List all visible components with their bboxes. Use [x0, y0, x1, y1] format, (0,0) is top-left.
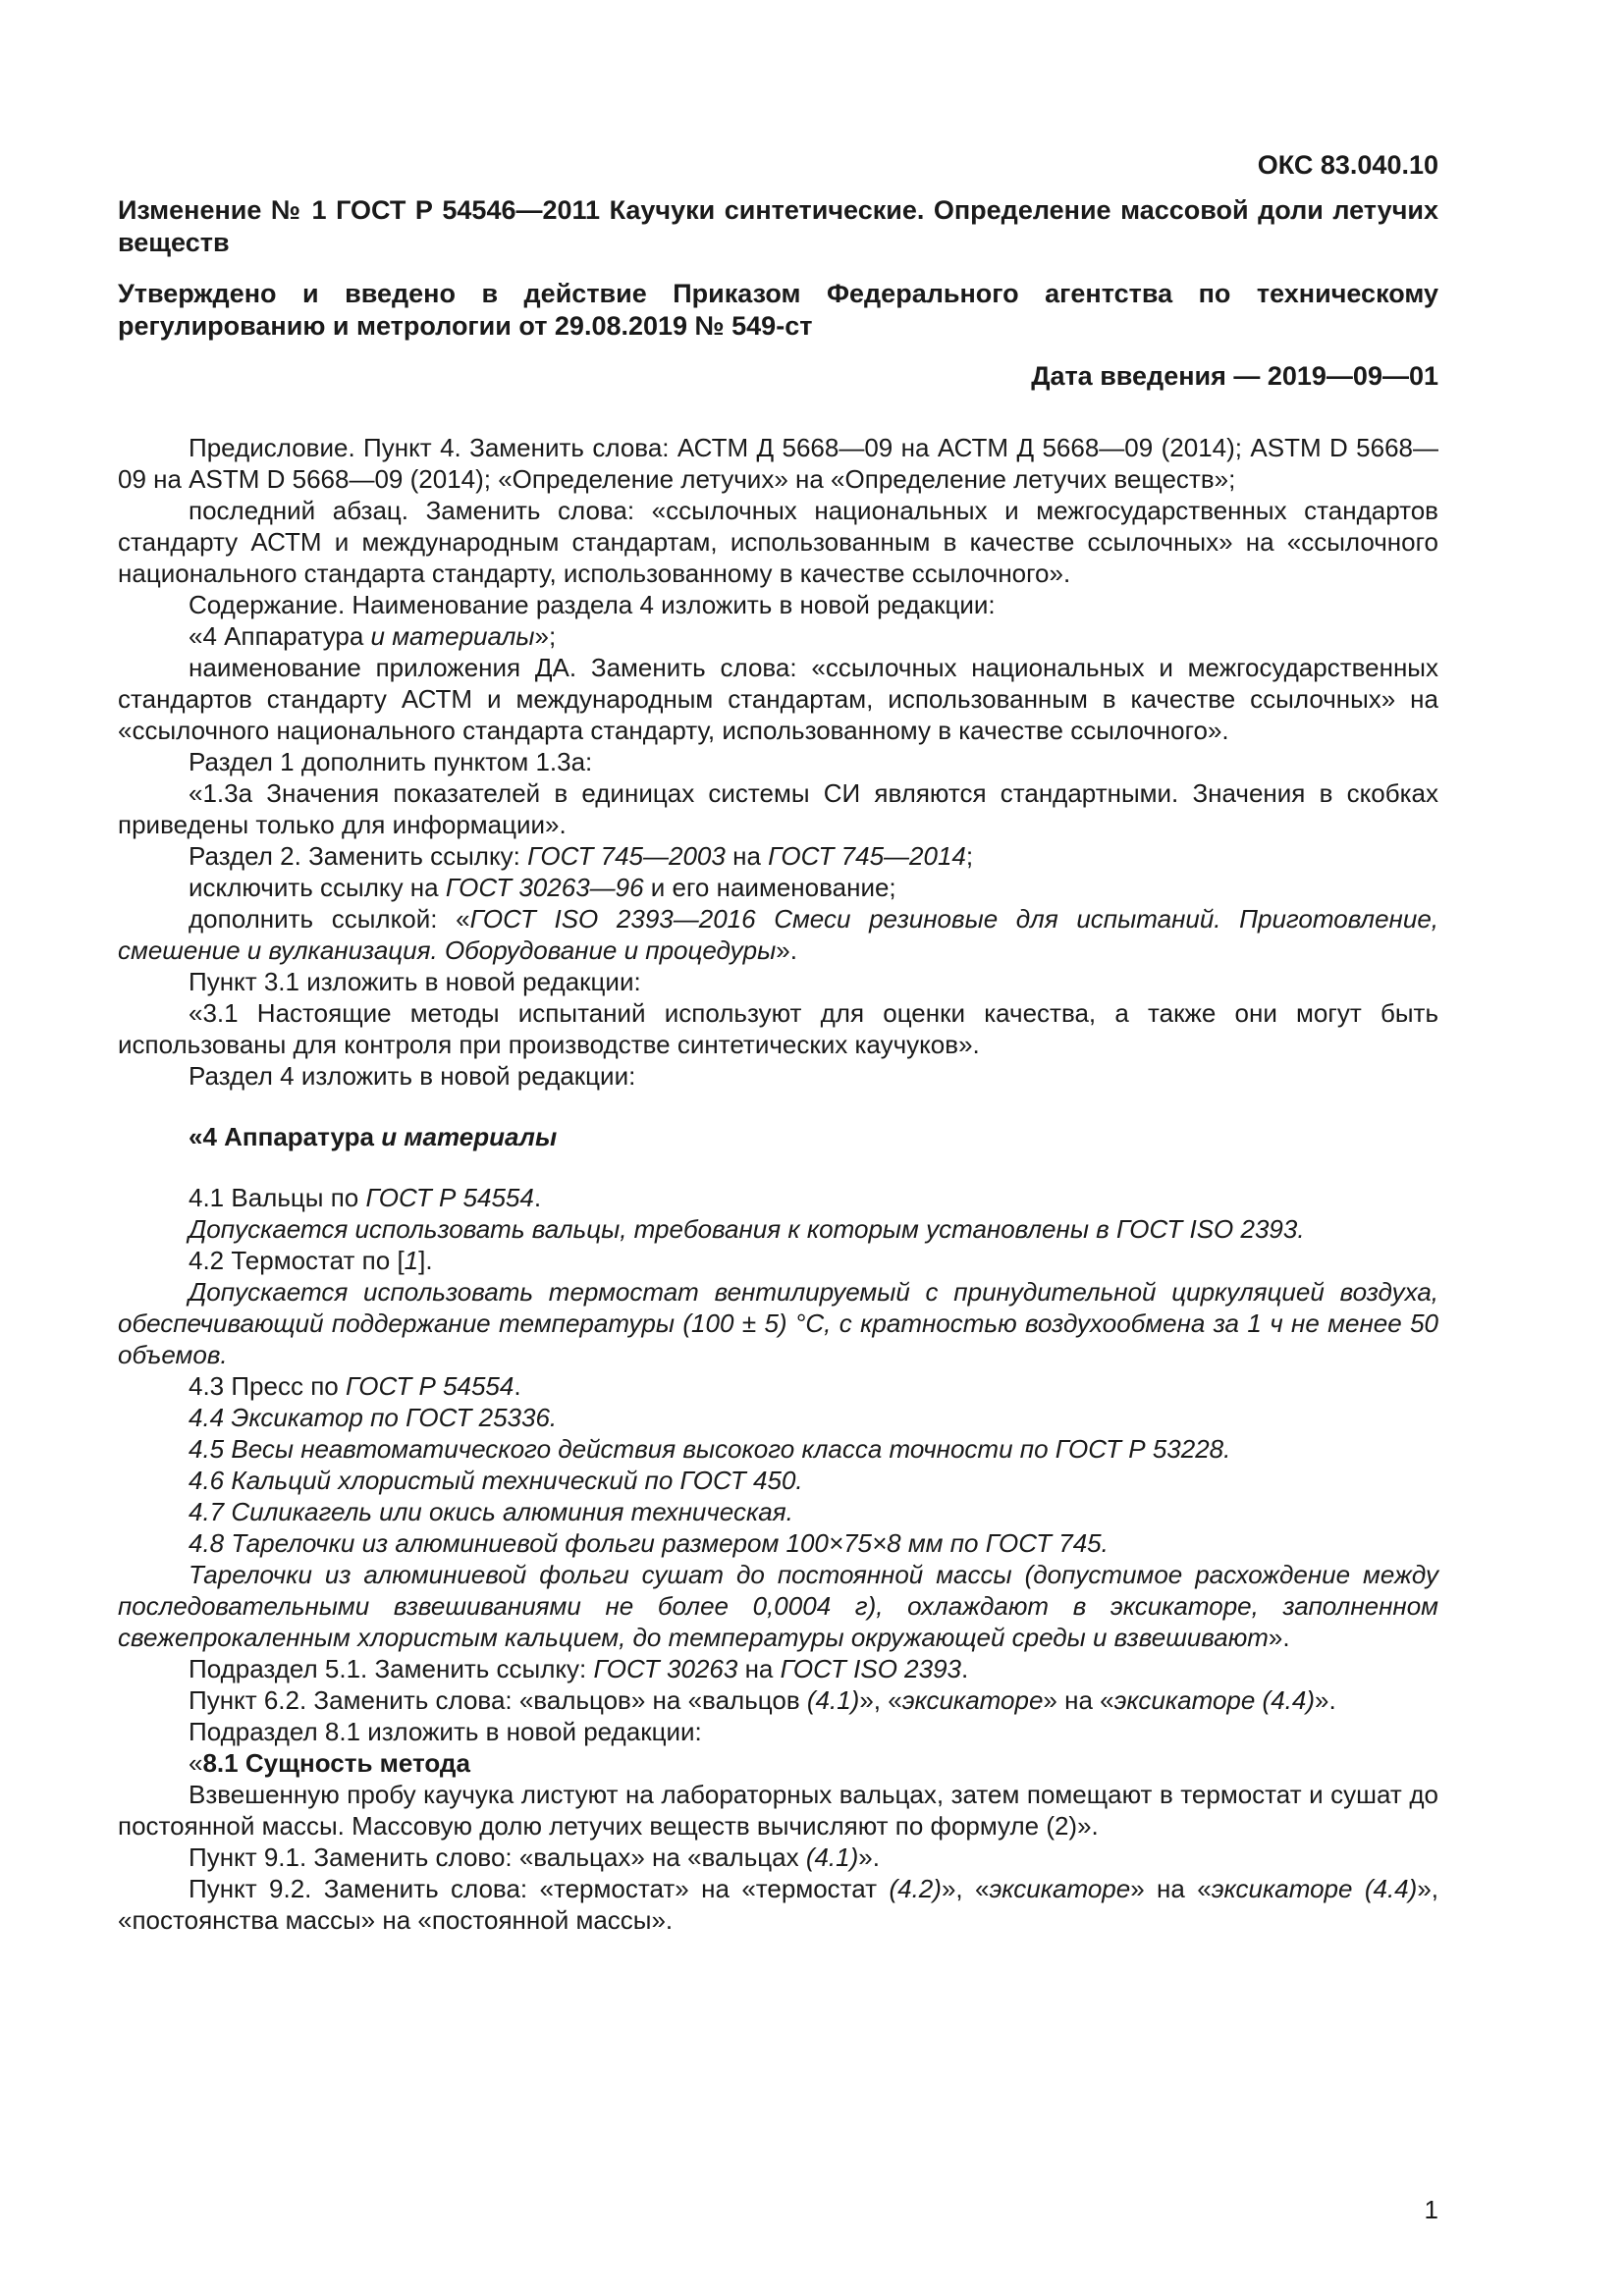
- text-run: ».: [776, 935, 797, 965]
- paragraph: [118, 840, 1438, 872]
- paragraph: [118, 777, 1438, 840]
- paragraph: [118, 1465, 1438, 1496]
- emphasis-text: ГОСТ ISO 2393—2016 Смеси резиновые для испытаний. Приготовление, смешение и вулканизация. Оборудование и процедуры: [118, 904, 1439, 965]
- text-run: Предисловие. Пункт 4. Заменить слова: АСТМ Д 5668—09 на АСТМ Д 5668—09 (2014); ASTM D 5668—09 на ASTM D 5668—09 (2014); «Определение летучих» на «Определение летучих веществ»;: [118, 433, 1438, 494]
- paragraph: [118, 966, 1438, 997]
- document-body: [118, 432, 1438, 1936]
- paragraph: [118, 1433, 1438, 1465]
- emphasis-text: 1: [404, 1246, 419, 1275]
- paragraph: [118, 432, 1438, 495]
- emphasis-text: 4.5 Весы неавтоматического действия высокого класса точности по ГОСТ Р 53228.: [189, 1434, 1231, 1464]
- text-run: Пункт 9.1. Заменить слово: «вальцах» на «вальцах: [189, 1842, 806, 1872]
- text-run: ».: [1268, 1623, 1290, 1652]
- text-run: .: [533, 1183, 542, 1212]
- text-run: », «постоянства массы» на «постоянной массы».: [118, 1874, 1438, 1935]
- emphasis-text: 4.7 Силикагель или окись алюминия техническая.: [189, 1497, 793, 1526]
- paragraph: [118, 1653, 1438, 1684]
- text-run: Раздел 4 изложить в новой редакции:: [189, 1061, 636, 1091]
- text-run: 4.1 Вальцы по: [189, 1183, 366, 1212]
- section-4-content: [118, 1182, 1438, 1747]
- paragraph: [118, 1842, 1438, 1873]
- final-changes: [118, 1779, 1438, 1936]
- okc-code: ОКС 83.040.10: [1257, 150, 1438, 180]
- text-run: исключить ссылку на: [189, 873, 446, 902]
- text-run: ;: [965, 841, 974, 871]
- approval-statement: Утверждено и введено в действие Приказом Федерального агентства по техническому регулированию и метрологии от 29.08.2019 № 549-ст: [118, 279, 1438, 341]
- text-run: » на «: [1043, 1685, 1114, 1715]
- text-run: .: [960, 1654, 969, 1683]
- emphasis-text: эксикаторе: [989, 1874, 1131, 1903]
- emphasis-text: Допускается использовать термостат вентилируемый с принудительной циркуляцией воздуха, обеспечивающий поддержание температуры (100 ± 5) °С, с кратностью воздухообмена за 1 ч не менее 50 объемов.: [118, 1277, 1438, 1369]
- emphasis-text: 4.6 Кальций хлористый технический по ГОСТ 450.: [189, 1466, 803, 1495]
- paragraph: [118, 872, 1438, 903]
- text-run: «4 Аппаратура: [189, 1122, 382, 1151]
- emphasis-text: (4.1): [806, 1685, 860, 1715]
- section-8-1-heading: [118, 1747, 1438, 1779]
- document-page: [118, 0, 1438, 2296]
- emphasis-text: эксикаторе: [901, 1685, 1044, 1715]
- paragraph: [118, 903, 1438, 966]
- paragraph: [118, 620, 1438, 652]
- text-run: и его наименование;: [643, 873, 896, 902]
- emphasis-text: (4.2): [889, 1874, 942, 1903]
- paragraph: [118, 1559, 1438, 1653]
- preface-changes: [118, 432, 1438, 1092]
- paragraph: [118, 1779, 1438, 1842]
- section-4-heading: [118, 1121, 1438, 1152]
- paragraph: [118, 997, 1438, 1060]
- text-run: Раздел 2. Заменить ссылку:: [189, 841, 528, 871]
- text-run: Содержание. Наименование раздела 4 изложить в новой редакции:: [189, 590, 996, 619]
- text-run: на: [737, 1654, 781, 1683]
- emphasis-text: 4.4 Эксикатор по ГОСТ 25336.: [189, 1403, 558, 1432]
- text-run: дополнить ссылкой: «: [189, 904, 470, 934]
- spacer: [118, 1092, 1438, 1121]
- text-run: Пункт 6.2. Заменить слова: «вальцов» на «вальцов: [189, 1685, 807, 1715]
- text-run: 4.3 Пресс по: [189, 1371, 346, 1401]
- emphasis-text: ГОСТ Р 54554: [345, 1371, 514, 1401]
- text-run: Взвешенную пробу каучука листуют на лабораторных вальцах, затем помещают в термостат и сушат до постоянной массы. Массовую долю летучих веществ вычисляют по формуле (2)».: [118, 1780, 1438, 1841]
- text-run: Раздел 1 дополнить пунктом 1.3а:: [189, 747, 593, 776]
- text-run: ].: [418, 1246, 433, 1275]
- text-run: », «: [859, 1685, 902, 1715]
- text-run: .: [514, 1371, 521, 1401]
- text-run: ».: [1315, 1685, 1336, 1715]
- paragraph: [118, 1527, 1438, 1559]
- paragraph: [118, 1182, 1438, 1213]
- text-run: » на «: [1130, 1874, 1212, 1903]
- paragraph: [118, 1402, 1438, 1433]
- paragraph: [118, 589, 1438, 620]
- paragraph: [118, 1370, 1438, 1402]
- text-run: «1.3а Значения показателей в единицах системы СИ являются стандартными. Значения в скобках приведены только для информации».: [118, 778, 1438, 839]
- emphasis-text: эксикаторе (4.4): [1211, 1874, 1418, 1903]
- paragraph: [118, 1716, 1438, 1747]
- emphasis-text: (4.1): [805, 1842, 859, 1872]
- paragraph: [118, 652, 1438, 746]
- text-run: Пункт 9.2. Заменить слова: «термостат» на «термостат: [189, 1874, 890, 1903]
- emphasis-text: ГОСТ 745—2014: [768, 841, 966, 871]
- text-run: Подраздел 5.1. Заменить ссылку:: [189, 1654, 594, 1683]
- text-run: Пункт 3.1 изложить в новой редакции:: [189, 967, 641, 996]
- text-run: 4.2 Термостат по [: [189, 1246, 405, 1275]
- emphasis-text: 4.8 Тарелочки из алюминиевой фольги размером 100×75×8 мм по ГОСТ 745.: [189, 1528, 1109, 1558]
- paragraph: [118, 1684, 1438, 1716]
- page-number: 1: [1424, 2195, 1438, 2224]
- text-run: », «: [941, 1874, 990, 1903]
- paragraph: [118, 1060, 1438, 1092]
- paragraph: [118, 1276, 1438, 1370]
- emphasis-text: и материалы: [370, 621, 535, 651]
- emphasis-text: ГОСТ 745—2003: [527, 841, 726, 871]
- text-run: на: [725, 841, 769, 871]
- paragraph: [118, 1873, 1438, 1936]
- text-run: последний абзац. Заменить слова: «ссылочных национальных и межгосударственных стандартов стандарту АСТМ и международным стандартам, использованным в качестве ссылочных» на «ссылочного национального стандарта стандарту, использованному в качестве ссылочного».: [118, 496, 1438, 588]
- text-run: «3.1 Настоящие методы испытаний используют для оценки качества, а также они могут быть использованы для контроля при производстве синтетических каучуков».: [118, 998, 1438, 1059]
- emphasis-text: ГОСТ ISO 2393: [780, 1654, 961, 1683]
- emphasis-text: Допускается использовать вальцы, требования к которым установлены в ГОСТ ISO 2393.: [189, 1214, 1305, 1244]
- emphasis-text: 8.1 Сущность метода: [202, 1748, 470, 1778]
- text-run: «: [189, 1748, 203, 1778]
- text-run: наименование приложения ДА. Заменить слова: «ссылочных национальных и межгосударственных стандартов стандарту АСТМ и международным стандартам, использованным в качестве ссылочных» на «ссылочного национального стандарта стандарту, использованному в качестве ссылочного».: [118, 653, 1438, 745]
- emphasis-text: эксикаторе (4.4): [1113, 1685, 1316, 1715]
- paragraph: [118, 495, 1438, 589]
- emphasis-text: Тарелочки из алюминиевой фольги сушат до постоянной массы (допустимое расхождение между последовательными взвешиваниями не более 0,0004 г), охлаждают в эксикаторе, заполненном свежепрокаленным хлористым кальцием, до температуры окружающей среды и взвешивают: [118, 1560, 1438, 1652]
- text-run: »;: [534, 621, 557, 651]
- emphasis-text: ГОСТ 30263—96: [445, 873, 644, 902]
- amendment-title: Изменение № 1 ГОСТ Р 54546—2011 Каучуки синтетические. Определение массовой доли летучих веществ: [118, 195, 1438, 257]
- spacer: [118, 1152, 1438, 1182]
- paragraph: [118, 1213, 1438, 1245]
- text-run: ».: [858, 1842, 880, 1872]
- text-run: «4 Аппаратура: [189, 621, 371, 651]
- text-run: Подраздел 8.1 изложить в новой редакции:: [189, 1717, 702, 1746]
- effective-date: Дата введения — 2019—09—01: [1031, 361, 1438, 391]
- paragraph: [118, 1496, 1438, 1527]
- emphasis-text: ГОСТ 30263: [593, 1654, 738, 1683]
- paragraph: [118, 1245, 1438, 1276]
- emphasis-text: и материалы: [381, 1122, 558, 1151]
- emphasis-text: ГОСТ Р 54554: [365, 1183, 534, 1212]
- paragraph: [118, 746, 1438, 777]
